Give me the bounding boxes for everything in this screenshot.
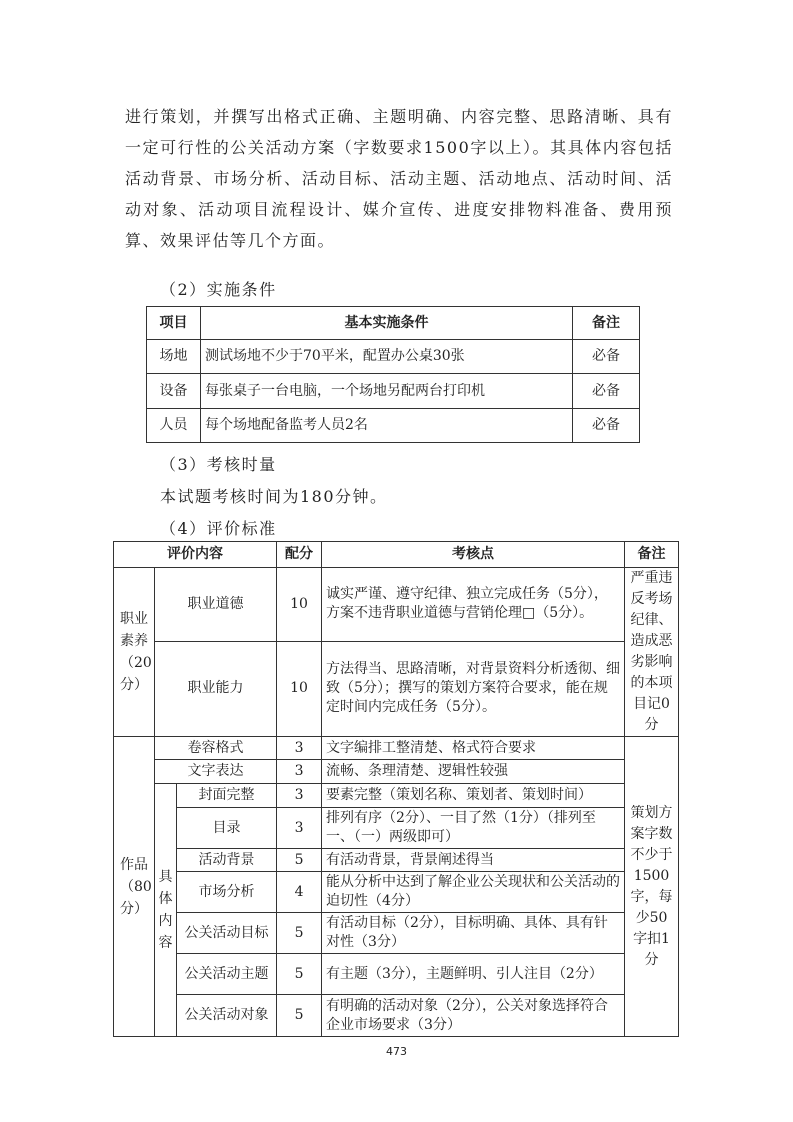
table-row (114, 872, 679, 913)
cell-item: 目录 (177, 808, 277, 849)
header-item: 项目 (147, 307, 201, 340)
header-condition: 基本实施条件 (201, 307, 573, 340)
cell-point: 有活动目标（2分），目标明确、具体、具有针对性（3分） (322, 913, 625, 954)
table-row (114, 737, 679, 760)
conditions-header-row (147, 307, 640, 340)
table-row (114, 641, 679, 736)
cell-item: 文字表达 (155, 760, 277, 784)
cell-item: 场地 (147, 340, 201, 374)
criteria-heading: （4）评价标准 (160, 519, 277, 538)
cell-item: 人员 (147, 409, 201, 443)
table-row (114, 568, 679, 642)
cell-point: 流畅、条理清楚、逻辑性较强 (322, 760, 625, 784)
group-professional-label: 职业素养（20分） (114, 568, 155, 737)
cell-item: 活动背景 (177, 849, 277, 872)
cell-item: 设备 (147, 374, 201, 409)
cell-point: 排列有序（2分）、一目了然（1分）（排列至一、（一）两级即可） (322, 808, 625, 849)
cell-score: 5 (277, 995, 322, 1037)
cell-item: 封面完整 (177, 784, 277, 808)
table-row (114, 849, 679, 872)
intro-paragraph: 进行策划，并撰写出格式正确、主题明确、内容完整、思路清晰、具有一定可行性的公关活动方案（字数要求1500字以上）。其具体内容包括活动背景、市场分析、活动目标、活动主题、活动地点、活动时间、活动对象、活动项目流程设计、媒介宣传、进度安排物料准备、费用预算、效果评估等几个方面。 (125, 107, 673, 250)
cell-score: 3 (277, 760, 322, 784)
header-note: 备注 (625, 542, 679, 568)
cell-point: 有主题（3分），主题鲜明、引人注目（2分） (322, 954, 625, 995)
cell-condition: 每个场地配备监考人员2名 (201, 409, 573, 443)
table-row (114, 954, 679, 995)
header-note: 备注 (573, 307, 640, 340)
cell-item: 卷容格式 (155, 737, 277, 760)
cell-condition: 每张桌子一台电脑，一个场地另配两台打印机 (201, 374, 573, 409)
cell-item: 市场分析 (177, 872, 277, 913)
cell-score: 10 (277, 568, 322, 642)
header-point: 考核点 (322, 542, 625, 568)
cell-point: 方法得当、思路清晰，对背景资料分析透彻、细致（5分）；撰写的策划方案符合要求，能在规定时间内完成任务（5分）。 (322, 641, 625, 736)
conditions-table (146, 306, 640, 443)
cell-note: 必备 (573, 409, 640, 443)
cell-score: 3 (277, 808, 322, 849)
table-row (114, 995, 679, 1037)
cell-score: 5 (277, 954, 322, 995)
cell-point: 有活动背景，背景阐述得当 (322, 849, 625, 872)
cell-score: 5 (277, 849, 322, 872)
table-row (147, 340, 640, 374)
page-number: 473 (386, 1045, 407, 1058)
cell-note: 必备 (573, 340, 640, 374)
cell-note: 必备 (573, 374, 640, 409)
group-work-note: 策划方案字数不少于1500字，每少50字扣1分 (625, 737, 679, 1037)
cell-point: 文字编排工整清楚、格式符合要求 (322, 737, 625, 760)
conditions-heading: （2）实施条件 (160, 280, 277, 299)
duration-text: 本试题考核时间为180分钟。 (160, 487, 388, 506)
table-row (147, 409, 640, 443)
sub-content-label: 具体内容 (155, 784, 177, 1037)
group-work-label: 作品（80分） (114, 737, 155, 1037)
cell-item: 职业道德 (155, 568, 277, 642)
cell-point: 能从分析中达到了解企业公关现状和公关活动的迫切性（4分） (322, 872, 625, 913)
table-row (147, 374, 640, 409)
cell-point: 要素完整（策划名称、策划者、策划时间） (322, 784, 625, 808)
table-row (114, 760, 679, 784)
cell-score: 5 (277, 913, 322, 954)
criteria-table (113, 541, 679, 1037)
group-professional-note: 严重违反考场纪律、造成恶劣影响的本项目记0分 (625, 568, 679, 737)
criteria-header-row (114, 542, 679, 568)
header-content: 评价内容 (114, 542, 277, 568)
cell-score: 4 (277, 872, 322, 913)
cell-point: 诚实严谨、遵守纪律、独立完成任务（5分），方案不违背职业道德与营销伦理□（5分）。 (322, 568, 625, 642)
header-score: 配分 (277, 542, 322, 568)
cell-score: 3 (277, 784, 322, 808)
cell-item: 公关活动主题 (177, 954, 277, 995)
cell-item: 公关活动对象 (177, 995, 277, 1037)
cell-item: 公关活动目标 (177, 913, 277, 954)
cell-point: 有明确的活动对象（2分），公关对象选择符合企业市场要求（3分） (322, 995, 625, 1037)
cell-item: 职业能力 (155, 641, 277, 736)
cell-condition: 测试场地不少于70平米，配置办公桌30张 (201, 340, 573, 374)
duration-heading: （3）考核时量 (160, 455, 277, 474)
cell-score: 3 (277, 737, 322, 760)
table-row (114, 784, 679, 808)
cell-score: 10 (277, 641, 322, 736)
table-row (114, 913, 679, 954)
table-row (114, 808, 679, 849)
